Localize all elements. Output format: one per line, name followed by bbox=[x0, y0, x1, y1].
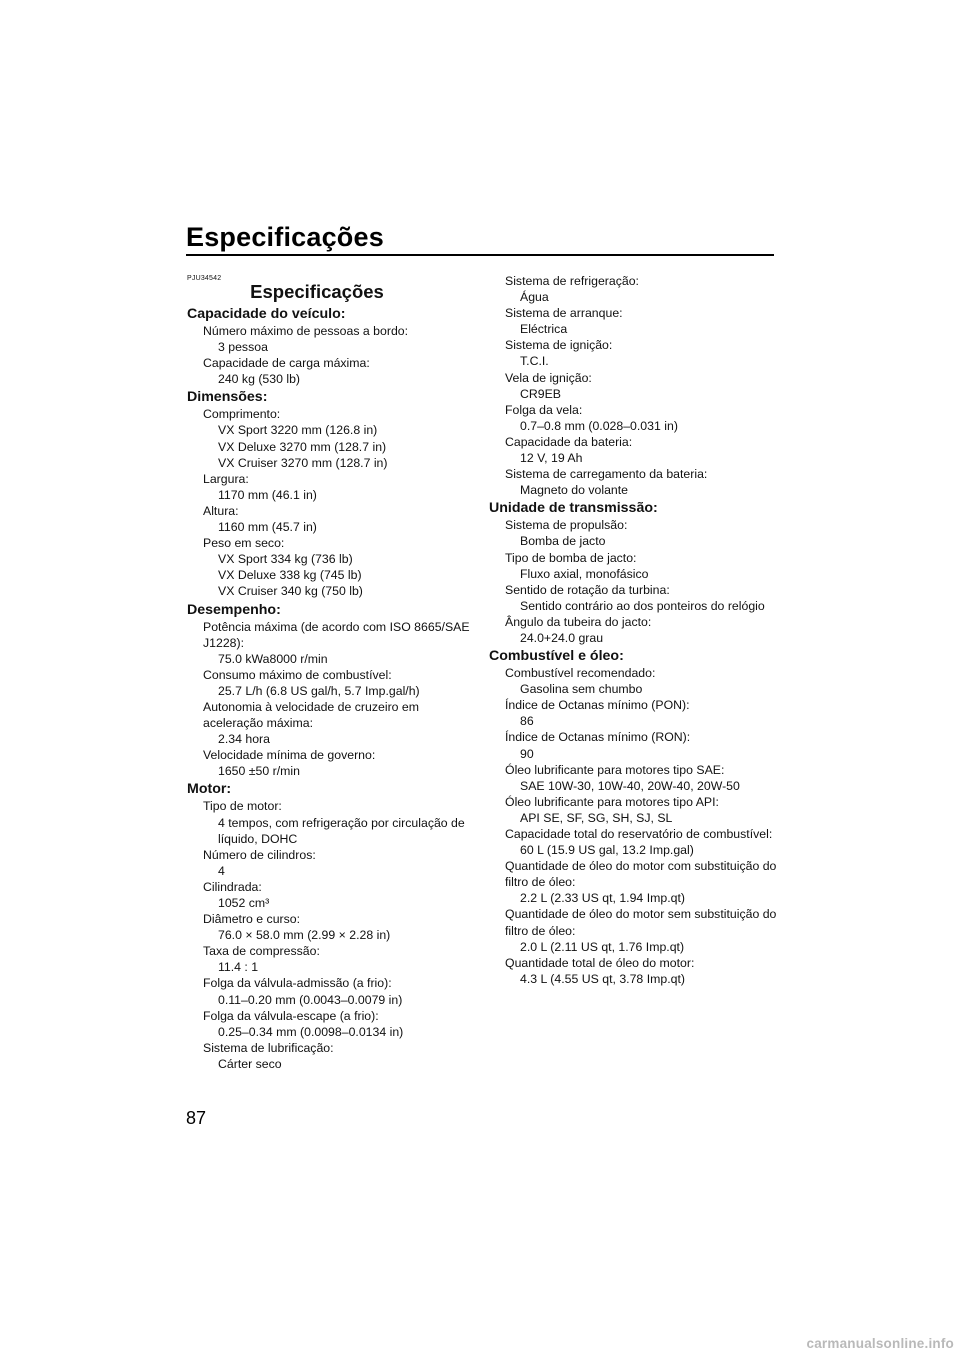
spec-label: Sentido de rotação da turbina: bbox=[505, 582, 670, 597]
spec-item bbox=[187, 1040, 472, 1072]
spec-label: Tipo de bomba de jacto: bbox=[505, 550, 637, 565]
spec-item bbox=[489, 402, 789, 434]
spec-item bbox=[187, 323, 472, 355]
spec-group-heading: Capacidade do veículo: bbox=[187, 306, 346, 322]
spec-item bbox=[187, 943, 472, 975]
spec-group bbox=[489, 499, 789, 646]
watermark-link[interactable]: carmanualsonline.info bbox=[806, 1336, 954, 1351]
spec-value: 1160 mm (45.7 in) bbox=[218, 520, 317, 535]
spec-label: Número máximo de pessoas a bordo: bbox=[203, 324, 409, 338]
spec-value: VX Deluxe 338 kg (745 lb) bbox=[218, 568, 362, 583]
spec-item bbox=[489, 906, 789, 954]
spec-value: Bomba de jacto bbox=[520, 534, 606, 549]
spec-value: Eléctrica bbox=[520, 322, 568, 337]
spec-label: Altura: bbox=[203, 503, 239, 518]
spec-item bbox=[187, 535, 472, 599]
spec-label: Comprimento: bbox=[203, 407, 281, 422]
left-column bbox=[187, 274, 472, 1072]
spec-item bbox=[489, 517, 789, 549]
page-header-title: Especificações bbox=[186, 222, 384, 252]
right-column bbox=[489, 273, 789, 987]
spec-label: Peso em seco: bbox=[203, 536, 285, 551]
spec-item bbox=[187, 667, 472, 699]
spec-item bbox=[489, 550, 789, 582]
spec-label: Óleo lubrificante para motores tipo API: bbox=[505, 794, 719, 809]
spec-value: VX Cruiser 3270 mm (128.7 in) bbox=[218, 455, 388, 470]
spec-label: Sistema de ignição: bbox=[505, 338, 613, 353]
spec-value: 0.7–0.8 mm (0.028–0.031 in) bbox=[520, 418, 678, 433]
spec-item bbox=[187, 747, 472, 779]
spec-group bbox=[187, 601, 472, 780]
reference-code: PJU34542 bbox=[187, 275, 222, 282]
spec-value: 25.7 L/h (6.8 US gal/h, 5.7 Imp.gal/h) bbox=[218, 683, 420, 698]
spec-item bbox=[187, 1008, 472, 1040]
spec-item bbox=[187, 975, 472, 1007]
spec-value: Sentido contrário ao dos ponteiros do relógio bbox=[520, 598, 765, 613]
spec-label: Sistema de refrigeração: bbox=[505, 274, 639, 288]
section-title: Especificações bbox=[250, 281, 384, 302]
spec-label: Quantidade de óleo do motor sem substituição do filtro de óleo: bbox=[505, 907, 777, 938]
spec-label: Sistema de carregamento da bateria: bbox=[505, 467, 708, 482]
spec-value: 3 pessoa bbox=[218, 340, 268, 355]
spec-value: Fluxo axial, monofásico bbox=[520, 566, 649, 581]
spec-item bbox=[489, 826, 789, 858]
spec-label: Capacidade total do reservatório de combustível: bbox=[505, 827, 773, 841]
spec-value: 4.3 L (4.55 US qt, 3.78 Imp.qt) bbox=[520, 971, 685, 986]
spec-value: VX Cruiser 340 kg (750 lb) bbox=[218, 584, 363, 599]
spec-label: Autonomia à velocidade de cruzeiro em aceleração máxima: bbox=[203, 699, 420, 731]
spec-value: 86 bbox=[520, 714, 534, 729]
spec-value: 90 bbox=[520, 746, 534, 761]
spec-label: Tipo de motor: bbox=[203, 799, 282, 814]
spec-label: Taxa de compressão: bbox=[203, 944, 320, 959]
spec-group bbox=[489, 273, 789, 498]
spec-value: VX Sport 3220 mm (126.8 in) bbox=[218, 423, 378, 438]
spec-label: Sistema de propulsão: bbox=[505, 518, 628, 533]
spec-value: 240 kg (530 lb) bbox=[218, 372, 301, 387]
spec-value: CR9EB bbox=[520, 386, 562, 401]
spec-value: 4 bbox=[218, 863, 225, 878]
spec-item bbox=[489, 305, 789, 337]
spec-label: Vela de ignição: bbox=[505, 370, 592, 385]
spec-group bbox=[187, 305, 472, 387]
spec-label: Óleo lubrificante para motores tipo SAE: bbox=[505, 762, 725, 777]
spec-label: Índice de Octanas mínimo (RON): bbox=[505, 730, 691, 745]
spec-value: VX Deluxe 3270 mm (128.7 in) bbox=[218, 439, 387, 454]
left-spec-groups bbox=[187, 305, 472, 1072]
spec-group-heading: Unidade de transmissão: bbox=[489, 500, 658, 517]
spec-value: 4 tempos, com refrigeração por circulação de líquido, DOHC bbox=[218, 815, 465, 846]
spec-value: 1170 mm (46.1 in) bbox=[218, 487, 317, 502]
spec-label: Sistema de arranque: bbox=[505, 306, 623, 321]
spec-value: API SE, SF, SG, SH, SJ, SL bbox=[520, 810, 673, 825]
spec-value: 24.0+24.0 grau bbox=[520, 630, 604, 645]
spec-group-heading: Dimensões: bbox=[187, 389, 268, 406]
spec-item bbox=[489, 434, 789, 466]
spec-item bbox=[489, 273, 789, 305]
spec-item bbox=[489, 762, 789, 794]
spec-label: Capacidade da bateria: bbox=[505, 434, 633, 449]
spec-label: Diâmetro e curso: bbox=[203, 912, 301, 927]
spec-value: 2.2 L (2.33 US qt, 1.94 Imp.qt) bbox=[520, 891, 685, 906]
spec-label: Ângulo da tubeira do jacto: bbox=[505, 614, 652, 629]
spec-value: Gasolina sem chumbo bbox=[520, 682, 643, 697]
spec-value: 2.34 hora bbox=[218, 732, 270, 747]
spec-item bbox=[187, 406, 472, 470]
spec-value: 1052 cm³ bbox=[218, 896, 270, 910]
spec-group-heading: Combustível e óleo: bbox=[489, 648, 624, 665]
spec-item bbox=[489, 955, 789, 987]
spec-item bbox=[187, 798, 472, 846]
spec-value: 60 L (15.9 US gal, 13.2 Imp.gal) bbox=[520, 843, 694, 858]
spec-item bbox=[187, 699, 472, 747]
spec-item bbox=[489, 582, 789, 614]
spec-label: Quantidade de óleo do motor com substituição do filtro de óleo: bbox=[505, 859, 777, 890]
spec-label: Folga da vela: bbox=[505, 402, 583, 417]
spec-value: Água bbox=[520, 290, 549, 305]
spec-label: Folga da válvula-escape (a frio): bbox=[203, 1008, 379, 1023]
spec-item bbox=[489, 370, 789, 402]
spec-group-heading: Motor: bbox=[187, 781, 232, 798]
spec-value: T.C.I. bbox=[520, 354, 549, 369]
spec-value: 0.25–0.34 mm (0.0098–0.0134 in) bbox=[218, 1024, 404, 1039]
spec-value: 76.0 × 58.0 mm (2.99 × 2.28 in) bbox=[218, 928, 391, 943]
spec-item bbox=[489, 337, 789, 369]
spec-item bbox=[187, 503, 472, 535]
spec-value: 1650 ±50 r/min bbox=[218, 764, 300, 779]
spec-item bbox=[187, 847, 472, 879]
spec-value: 11.4 : 1 bbox=[218, 960, 259, 975]
spec-item bbox=[489, 614, 789, 646]
spec-group-heading: Desempenho: bbox=[187, 601, 281, 618]
right-spec-groups bbox=[489, 273, 789, 987]
spec-value: Magneto do volante bbox=[520, 483, 629, 498]
spec-label: Potência máxima (de acordo com ISO 8665/SAE J1228): bbox=[203, 619, 470, 650]
spec-label: Velocidade mínima de governo: bbox=[203, 748, 376, 763]
spec-label: Consumo máximo de combustível: bbox=[203, 667, 392, 682]
spec-label: Combustível recomendado: bbox=[505, 666, 656, 681]
spec-item bbox=[489, 466, 789, 498]
spec-label: Capacidade de carga máxima: bbox=[203, 356, 370, 371]
spec-value: 75.0 kWa8000 r/min bbox=[218, 651, 328, 666]
spec-label: Índice de Octanas mínimo (PON): bbox=[505, 698, 690, 713]
spec-value: SAE 10W-30, 10W-40, 20W-40, 20W-50 bbox=[520, 778, 740, 793]
spec-item bbox=[489, 665, 789, 697]
spec-item bbox=[489, 794, 789, 826]
spec-value: Cárter seco bbox=[218, 1056, 282, 1071]
spec-group bbox=[489, 647, 789, 987]
spec-item bbox=[187, 911, 472, 943]
spec-item bbox=[187, 879, 472, 911]
spec-item bbox=[187, 355, 472, 387]
spec-label: Cilindrada: bbox=[203, 879, 262, 894]
spec-value: 12 V, 19 Ah bbox=[520, 451, 583, 466]
spec-group bbox=[187, 388, 472, 599]
spec-label: Largura: bbox=[203, 471, 249, 486]
page-number: 87 bbox=[186, 1108, 207, 1128]
spec-item bbox=[489, 858, 789, 906]
spec-group bbox=[187, 780, 472, 1072]
spec-item bbox=[489, 729, 789, 761]
spec-item bbox=[187, 619, 472, 667]
spec-label: Folga da válvula-admissão (a frio): bbox=[203, 976, 392, 991]
spec-item bbox=[489, 697, 789, 729]
spec-label: Quantidade total de óleo do motor: bbox=[505, 955, 695, 970]
header-divider bbox=[186, 254, 774, 256]
spec-label: Sistema de lubrificação: bbox=[203, 1040, 334, 1055]
spec-value: 0.11–0.20 mm (0.0043–0.0079 in) bbox=[218, 992, 403, 1007]
spec-label: Número de cilindros: bbox=[203, 847, 316, 862]
spec-item bbox=[187, 471, 472, 503]
spec-value: 2.0 L (2.11 US qt, 1.76 Imp.qt) bbox=[520, 939, 685, 954]
spec-value: VX Sport 334 kg (736 lb) bbox=[218, 552, 353, 567]
